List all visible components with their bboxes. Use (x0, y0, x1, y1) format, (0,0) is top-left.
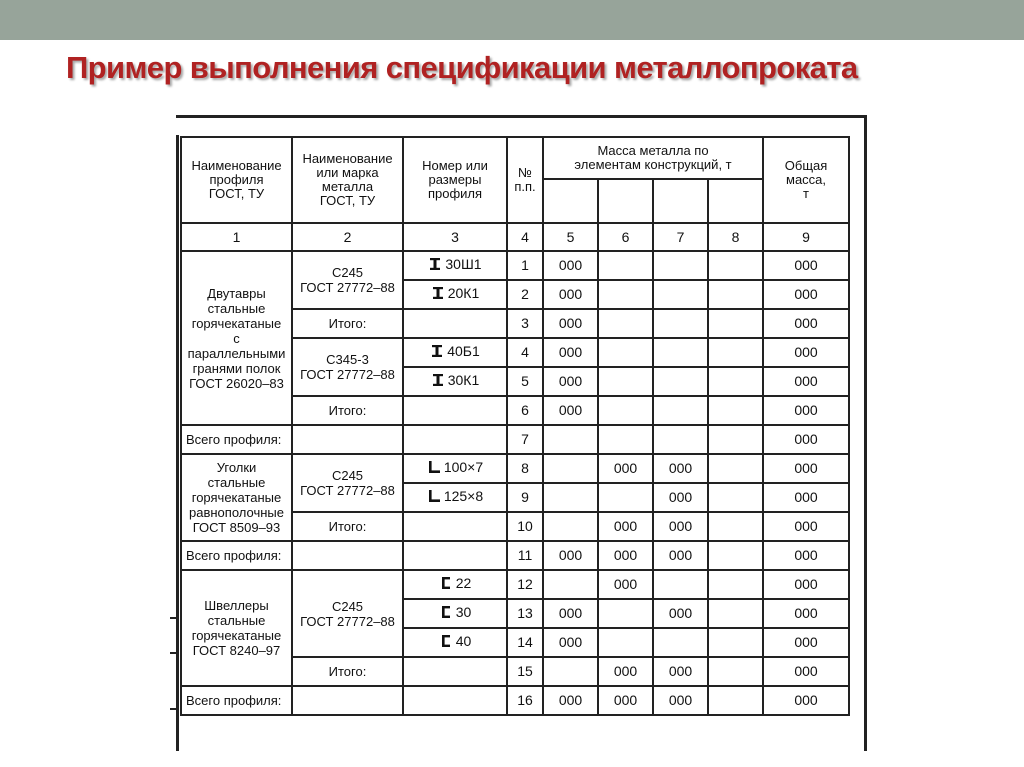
profile-size-cell (403, 280, 507, 309)
total-mass: 000 (763, 280, 849, 309)
header-item-number: № п.п. (507, 137, 543, 223)
mass-col6: 000 (598, 570, 653, 599)
i-beam-icon (431, 373, 445, 387)
total-mass: 000 (763, 570, 849, 599)
mass-col8 (708, 338, 763, 367)
profile-size: 125×8 (443, 487, 484, 504)
mass-col8 (708, 483, 763, 512)
mass-col6 (598, 628, 653, 657)
mass-col5: 000 (543, 541, 598, 570)
material-grade: С245 ГОСТ 27772–88 (292, 251, 403, 309)
mass-col8 (708, 425, 763, 454)
header-profile-size: Номер или размеры профиля (403, 137, 507, 223)
mass-col7 (653, 280, 708, 309)
material-grade: С245 ГОСТ 27772–88 (292, 570, 403, 657)
mass-col7 (653, 338, 708, 367)
column-number: 6 (598, 223, 653, 251)
profile-size-cell (403, 425, 507, 454)
mass-col5 (543, 570, 598, 599)
mass-col7 (653, 309, 708, 338)
mass-col5 (543, 454, 598, 483)
item-number: 4 (507, 338, 543, 367)
mass-col8 (708, 570, 763, 599)
profile-size-cell (403, 657, 507, 686)
header-subcell (543, 179, 598, 223)
table-row (181, 570, 849, 599)
total-mass: 000 (763, 251, 849, 280)
mass-col5: 000 (543, 309, 598, 338)
mass-col6 (598, 251, 653, 280)
total-mass: 000 (763, 657, 849, 686)
mass-col7: 000 (653, 686, 708, 715)
mass-col5: 000 (543, 628, 598, 657)
profile-size: 22 (455, 574, 472, 591)
item-number: 15 (507, 657, 543, 686)
profile-size: 40Б1 (447, 342, 480, 359)
mass-col6: 000 (598, 454, 653, 483)
total-mass: 000 (763, 454, 849, 483)
mass-col5: 000 (543, 396, 598, 425)
channel-icon (439, 605, 453, 619)
profile-size-cell (403, 686, 507, 715)
item-number: 10 (507, 512, 543, 541)
group-profile-name: Уголки стальные горячекатаные равнополочные ГОСТ 8509–93 (181, 454, 292, 541)
total-mass: 000 (763, 425, 849, 454)
group-profile-name: Двутавры стальные горячекатаные с параллельными гранями полок ГОСТ 26020–83 (181, 251, 292, 425)
mass-col7: 000 (653, 541, 708, 570)
subtotal-label: Итого: (292, 396, 403, 425)
total-mass: 000 (763, 512, 849, 541)
header-profile-name: Наименование профиля ГОСТ, ТУ (181, 137, 292, 223)
profile-size-cell (403, 512, 507, 541)
mass-col6 (598, 599, 653, 628)
mass-col5 (543, 483, 598, 512)
mass-col8 (708, 367, 763, 396)
sheet-tick-mark (170, 708, 178, 710)
total-mass: 000 (763, 541, 849, 570)
mass-col6: 000 (598, 541, 653, 570)
i-beam-icon (428, 257, 442, 271)
mass-col7: 000 (653, 454, 708, 483)
profile-size: 30 (455, 603, 472, 620)
subtotal-label: Итого: (292, 657, 403, 686)
item-number: 9 (507, 483, 543, 512)
column-number: 4 (507, 223, 543, 251)
item-number: 16 (507, 686, 543, 715)
header-material: Наименование или марка металла ГОСТ, ТУ (292, 137, 403, 223)
i-beam-icon (430, 344, 444, 358)
mass-col5: 000 (543, 599, 598, 628)
table-row (181, 686, 849, 715)
mass-col7: 000 (653, 512, 708, 541)
item-number: 7 (507, 425, 543, 454)
column-number: 7 (653, 223, 708, 251)
item-number: 3 (507, 309, 543, 338)
material-grade: С345-3 ГОСТ 27772–88 (292, 338, 403, 396)
mass-col7 (653, 628, 708, 657)
column-number: 8 (708, 223, 763, 251)
profile-size-cell (403, 570, 507, 599)
table-row (181, 541, 849, 570)
profile-size: 30К1 (447, 371, 480, 388)
mass-col8 (708, 454, 763, 483)
mass-col5: 000 (543, 686, 598, 715)
mass-col8 (708, 541, 763, 570)
sheet-frame-right (864, 115, 867, 751)
mass-col7 (653, 570, 708, 599)
mass-col5 (543, 425, 598, 454)
profile-size-cell (403, 338, 507, 367)
total-profile-label: Всего профиля: (181, 425, 292, 454)
column-number: 9 (763, 223, 849, 251)
item-number: 13 (507, 599, 543, 628)
profile-size-cell (403, 483, 507, 512)
mass-col8 (708, 686, 763, 715)
mass-col6 (598, 367, 653, 396)
item-number: 8 (507, 454, 543, 483)
slide-title: Пример выполнения спецификации металлопроката (66, 50, 858, 85)
mass-col6 (598, 483, 653, 512)
header-mass-by-element: Масса металла по элементам конструкций, т (543, 137, 763, 179)
total-mass: 000 (763, 628, 849, 657)
mass-col8 (708, 251, 763, 280)
table-row (181, 454, 849, 483)
material-grade (292, 686, 403, 715)
total-mass: 000 (763, 309, 849, 338)
group-profile-name: Швеллеры стальные горячекатаные ГОСТ 8240–97 (181, 570, 292, 686)
profile-size-cell (403, 367, 507, 396)
mass-col8 (708, 280, 763, 309)
header-subcell (598, 179, 653, 223)
column-number: 3 (403, 223, 507, 251)
profile-size-cell (403, 454, 507, 483)
item-number: 5 (507, 367, 543, 396)
profile-size-cell (403, 628, 507, 657)
item-number: 12 (507, 570, 543, 599)
column-number: 2 (292, 223, 403, 251)
mass-col7 (653, 367, 708, 396)
mass-col6 (598, 309, 653, 338)
sheet-tick-mark (170, 652, 178, 654)
profile-size-cell (403, 396, 507, 425)
mass-col7 (653, 425, 708, 454)
profile-size-cell (403, 309, 507, 338)
profile-size: 20К1 (447, 284, 480, 301)
total-mass: 000 (763, 483, 849, 512)
i-beam-icon (431, 286, 445, 300)
header-total-mass: Общая масса, т (763, 137, 849, 223)
item-number: 14 (507, 628, 543, 657)
total-profile-label: Всего профиля: (181, 541, 292, 570)
subtotal-label: Итого: (292, 309, 403, 338)
item-number: 11 (507, 541, 543, 570)
header-subcell (653, 179, 708, 223)
material-grade (292, 425, 403, 454)
mass-col5: 000 (543, 367, 598, 396)
mass-col6 (598, 338, 653, 367)
mass-col8 (708, 396, 763, 425)
mass-col8 (708, 309, 763, 338)
mass-col5 (543, 657, 598, 686)
channel-icon (439, 634, 453, 648)
sheet-tick-mark (170, 617, 178, 619)
item-number: 1 (507, 251, 543, 280)
mass-col7 (653, 396, 708, 425)
mass-col7: 000 (653, 599, 708, 628)
profile-size-cell (403, 251, 507, 280)
column-number-row (181, 223, 849, 251)
mass-col8 (708, 657, 763, 686)
profile-size: 100×7 (443, 458, 484, 475)
mass-col5 (543, 512, 598, 541)
column-number: 5 (543, 223, 598, 251)
mass-col6 (598, 396, 653, 425)
profile-size: 30Ш1 (445, 255, 482, 272)
mass-col7: 000 (653, 657, 708, 686)
top-bar (0, 0, 1024, 40)
sheet-frame-left (176, 135, 179, 751)
profile-size: 40 (455, 632, 472, 649)
material-grade (292, 541, 403, 570)
sheet-frame-top (176, 115, 866, 118)
mass-col5: 000 (543, 280, 598, 309)
total-mass: 000 (763, 396, 849, 425)
item-number: 6 (507, 396, 543, 425)
mass-col7 (653, 251, 708, 280)
angle-icon (427, 460, 441, 474)
specification-table (180, 136, 850, 716)
material-grade: С245 ГОСТ 27772–88 (292, 454, 403, 512)
table-row (181, 251, 849, 280)
mass-col5: 000 (543, 338, 598, 367)
column-number: 1 (181, 223, 292, 251)
item-number: 2 (507, 280, 543, 309)
table-row (181, 425, 849, 454)
subtotal-label: Итого: (292, 512, 403, 541)
total-mass: 000 (763, 338, 849, 367)
mass-col5: 000 (543, 251, 598, 280)
mass-col8 (708, 599, 763, 628)
mass-col6 (598, 280, 653, 309)
header-row (181, 137, 849, 179)
mass-col7: 000 (653, 483, 708, 512)
profile-size-cell (403, 599, 507, 628)
angle-icon (427, 489, 441, 503)
mass-col6: 000 (598, 512, 653, 541)
mass-col6: 000 (598, 657, 653, 686)
mass-col6: 000 (598, 686, 653, 715)
header-subcell (708, 179, 763, 223)
mass-col8 (708, 512, 763, 541)
total-profile-label: Всего профиля: (181, 686, 292, 715)
total-mass: 000 (763, 367, 849, 396)
mass-col6 (598, 425, 653, 454)
total-mass: 000 (763, 599, 849, 628)
mass-col8 (708, 628, 763, 657)
total-mass: 000 (763, 686, 849, 715)
profile-size-cell (403, 541, 507, 570)
channel-icon (439, 576, 453, 590)
